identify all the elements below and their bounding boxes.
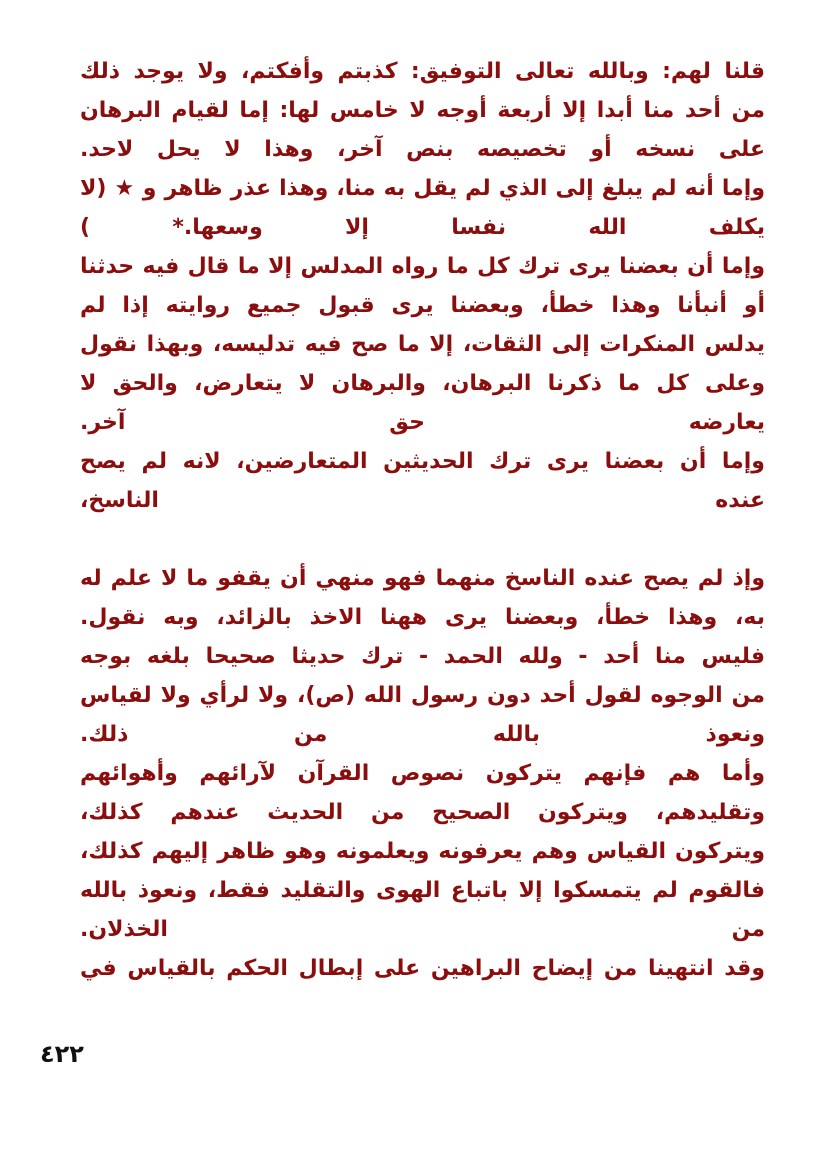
text-line: وإما أنه لم يبلغ إلى الذي لم يقل به منا، وهذا عذر ظاهر و ★ (لا: [80, 176, 765, 201]
text-line: وأما هم فإنهم يتركون نصوص القرآن لآرائهم وأهوائهم: [80, 761, 765, 786]
text-line: وتقليدهم، ويتركون الصحيح من الحديث عندهم كذلك،: [80, 800, 765, 825]
text-line: عنده الناسخ،: [80, 488, 765, 513]
text-line: وإما أن بعضنا يرى ترك كل ما رواه المدلس إلا ما قال فيه حدثنا: [80, 254, 765, 279]
blank-line: [80, 520, 765, 559]
text-line: فالقوم لم يتمسكوا إلا باتباع الهوى والتقليد فقط، ونعوذ بالله: [80, 878, 765, 903]
text-line: وعلى كل ما ذكرنا البرهان، والبرهان لا يتعارض، والحق لا: [80, 371, 765, 396]
text-line: ونعوذ بالله من ذلك.: [80, 722, 765, 747]
text-line: يدلس المنكرات إلى الثقات، إلا ما صح فيه تدليسه، وبهذا نقول: [80, 332, 765, 357]
text-line: وقد انتهينا من إيضاح البراهين على إبطال الحكم بالقياس في: [80, 956, 765, 981]
text-line: من أحد منا أبدا إلا أربعة أوجه لا خامس لها: إما لقيام البرهان: [80, 98, 765, 123]
text-line: من الخذلان.: [80, 917, 765, 942]
text-line: ويتركون القياس وهم يعرفونه ويعلمونه وهو ظاهر إليهم كذلك،: [80, 839, 765, 864]
text-line: قلنا لهم: وبالله تعالى التوفيق: كذبتم وأفكتم، ولا يوجد ذلك: [80, 59, 765, 84]
text-line: فليس منا أحد - ولله الحمد - ترك حديثا صحيحا بلغه بوجه: [80, 644, 765, 669]
page-number: ٤٢٢: [40, 1040, 84, 1068]
text-line: وإما أن بعضنا يرى ترك الحديثين المتعارضين، لانه لم يصح: [80, 449, 765, 474]
text-line: أو أنبأنا وهذا خطأ، وبعضنا يرى قبول جميع روايته إذا لم: [80, 293, 765, 318]
text-line: من الوجوه لقول أحد دون رسول الله (ص)، ولا لرأي ولا لقياس: [80, 683, 765, 708]
text-line: وإذ لم يصح عنده الناسخ منهما فهو منهي أن يقفو ما لا علم له: [80, 566, 765, 591]
text-line: يعارضه حق آخر.: [80, 410, 765, 435]
text-line: يكلف الله نفسا إلا وسعها.* ): [80, 215, 765, 240]
body-text: [80, 52, 765, 988]
text-line: به، وهذا خطأ، وبعضنا يرى ههنا الاخذ بالزائد، وبه نقول.: [80, 605, 765, 630]
text-line: على نسخه أو تخصيصه بنص آخر، وهذا لا يحل لاحد.: [80, 137, 765, 162]
